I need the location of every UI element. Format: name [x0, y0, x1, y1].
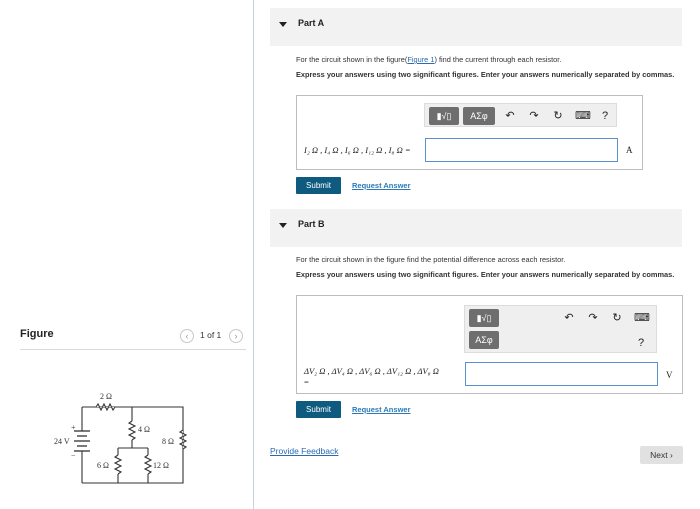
next-button[interactable]: [640, 446, 683, 464]
part-b-prompt: For the circuit shown in the figure find the potential difference across each resistor.: [296, 255, 566, 264]
part-a-title: Part A: [298, 18, 325, 28]
part-b-title: Part B: [298, 219, 325, 229]
label-8-ohm: 8 Ω: [162, 437, 174, 446]
part-a-math-label: I₂ Ω , I₄ Ω , I₆ Ω , I₁₂ Ω , I₈ Ω =: [304, 145, 411, 155]
templates-icon[interactable]: ▮√▯: [429, 107, 459, 125]
templates-icon[interactable]: ▮√▯: [469, 309, 499, 327]
prompt-text: ) find the current through each resistor.: [434, 55, 562, 64]
redo-icon[interactable]: ↷: [588, 312, 598, 324]
keyboard-icon[interactable]: ⌨: [575, 110, 591, 122]
part-a-unit: A: [626, 145, 633, 155]
label-emf: 24 V: [54, 437, 70, 446]
undo-icon[interactable]: ↶: [505, 110, 515, 122]
part-b-answer-box: [296, 295, 683, 394]
redo-icon[interactable]: ↷: [529, 110, 539, 122]
caret-down-icon: [279, 22, 287, 27]
help-icon[interactable]: ?: [637, 337, 645, 349]
math-toolbar: [464, 305, 657, 353]
part-b-header[interactable]: [270, 209, 682, 247]
part-a-header[interactable]: [270, 8, 682, 46]
figure-header: [20, 322, 246, 350]
symbols-button[interactable]: ΑΣφ: [469, 331, 499, 349]
figure-link[interactable]: Figure 1: [407, 55, 435, 64]
chevron-right-icon[interactable]: ›: [229, 329, 243, 343]
circuit-diagram: [48, 388, 193, 492]
figure-pane: [0, 0, 254, 509]
part-a-request-answer-link[interactable]: Request Answer: [352, 181, 411, 190]
provide-feedback-link[interactable]: Provide Feedback: [270, 446, 339, 456]
part-a-answer-box: [296, 95, 643, 170]
chevron-left-icon[interactable]: ‹: [180, 329, 194, 343]
label-12-ohm: 12 Ω: [153, 461, 169, 470]
part-b-request-answer-link[interactable]: Request Answer: [352, 405, 411, 414]
label-2-ohm: 2 Ω: [100, 392, 112, 401]
part-b-unit: V: [666, 370, 673, 380]
label-4-ohm: 4 Ω: [138, 425, 150, 434]
part-b-instruction: Express your answers using two significant figures. Enter your answers numerically separated by commas.: [296, 270, 675, 279]
help-icon[interactable]: ?: [601, 110, 609, 122]
part-a-prompt: [296, 55, 686, 65]
label-minus: −: [71, 451, 76, 460]
part-a-instruction: Express your answers using two significant figures. Enter your answers numerically separated by commas.: [296, 70, 675, 79]
part-b-answer-input[interactable]: [465, 362, 658, 386]
part-b-equals: =: [304, 377, 309, 387]
part-b-math-label: ΔV₂ Ω , ΔV₄ Ω , ΔV₆ Ω , ΔV₁₂ Ω , ΔV₈ Ω: [304, 366, 439, 376]
pager-text: 1 of 1: [200, 330, 222, 340]
label-plus: +: [71, 423, 76, 432]
next-label: Next: [650, 450, 668, 460]
math-toolbar: [424, 103, 617, 127]
symbols-button[interactable]: ΑΣφ: [463, 107, 495, 125]
chevron-right-icon: ›: [670, 450, 673, 460]
figure-title: Figure: [20, 328, 54, 340]
part-a-submit-button[interactable]: Submit: [296, 177, 341, 194]
part-a-answer-input[interactable]: [425, 138, 618, 162]
label-6-ohm: 6 Ω: [97, 461, 109, 470]
keyboard-icon[interactable]: ⌨: [634, 312, 650, 324]
part-b-submit-button[interactable]: Submit: [296, 401, 341, 418]
reset-icon[interactable]: ↻: [553, 110, 563, 122]
caret-down-icon: [279, 223, 287, 228]
reset-icon[interactable]: ↻: [612, 312, 622, 324]
prompt-text: For the circuit shown in the figure(: [296, 55, 408, 64]
undo-icon[interactable]: ↶: [564, 312, 574, 324]
